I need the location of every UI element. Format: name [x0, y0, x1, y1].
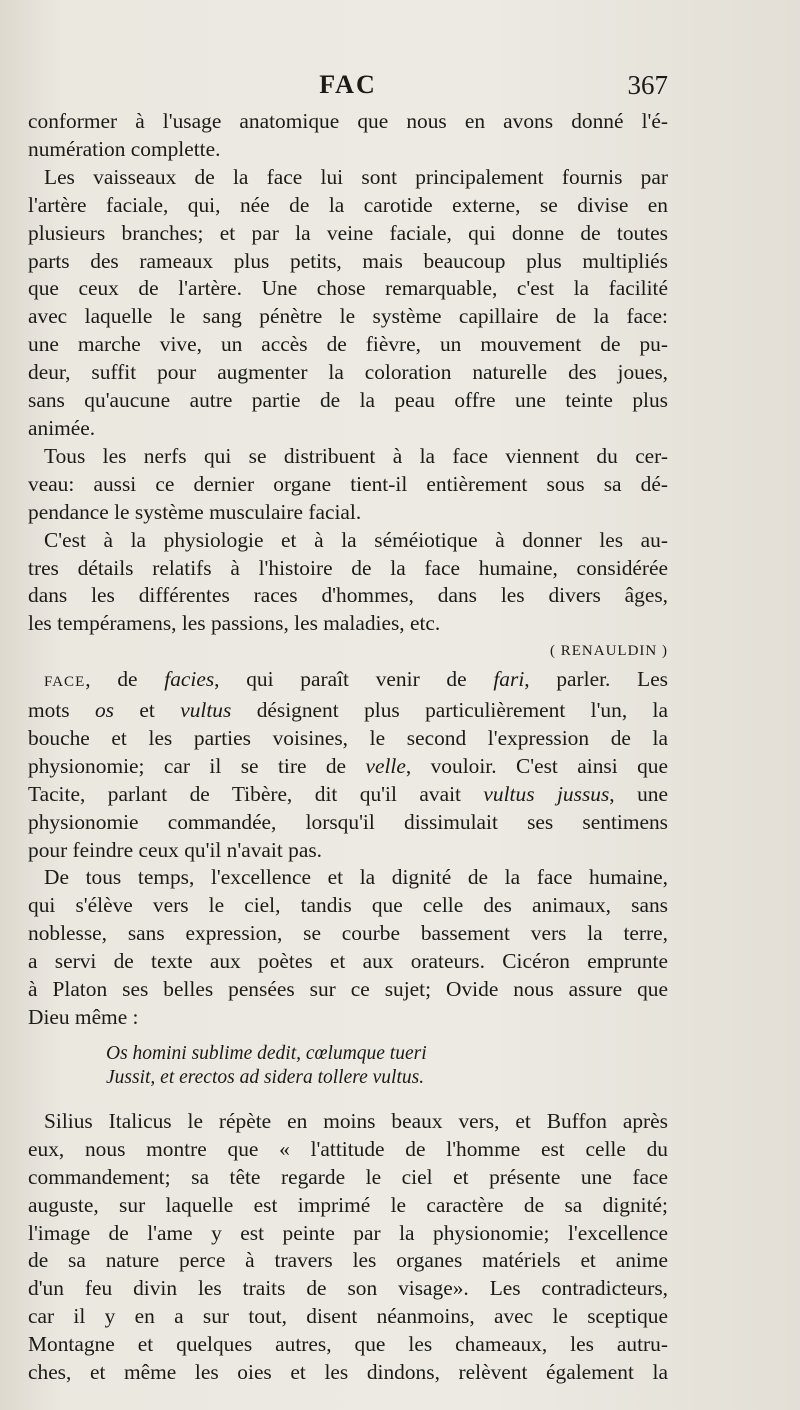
- text-line: Dieu même :: [28, 1005, 139, 1029]
- text-line: commandement; sa tête regarde le ciel et présente une face: [28, 1164, 668, 1189]
- text-line: parts des rameaux plus petits, mais beaucoup plus multipliés: [28, 248, 668, 273]
- latin-term: velle: [365, 753, 406, 778]
- text-line: les tempéramens, les passions, les maladies, etc.: [28, 611, 441, 636]
- entry-text: mots: [28, 698, 95, 723]
- latin-term: vultus jussus: [483, 781, 610, 806]
- latin-term: fari: [493, 667, 525, 692]
- face-entry-line: [28, 781, 668, 809]
- latin-term: os: [94, 698, 115, 723]
- text-line: Silius Italicus le répète en moins beaux vers, et Buffon après: [44, 1108, 668, 1133]
- text-line: deur, suffit pour augmenter la coloration naturelle des joues,: [28, 360, 668, 385]
- running-head: FAC: [319, 70, 377, 99]
- entry-text: physionomie; car il se tire de: [28, 753, 366, 778]
- text-line: qui s'élève vers le ciel, tandis que celle des animaux, sans: [28, 893, 668, 918]
- text-line: à Platon ses belles pensées sur ce sujet; Ovide nous assure que: [28, 977, 668, 1002]
- entry-text: désignent plus particulièrement l'un, la: [231, 698, 668, 723]
- text-line: Les vaisseaux de la face lui sont principalement fournis par: [44, 164, 668, 189]
- text-line: dans les différentes races d'hommes, dans les divers âges,: [28, 583, 668, 608]
- text-line: tres détails relatifs à l'histoire de la face humaine, considérée: [28, 555, 668, 580]
- entry-text: , une: [609, 781, 668, 806]
- face-entry-line: bouche et les parties voisines, le second l'expression de la: [28, 725, 668, 750]
- entry-text: Tacite, parlant de Tibère, dit qu'il avait: [28, 781, 484, 806]
- face-entry-line: physionomie commandée, lorsqu'il dissimulait ses sentimens: [28, 809, 668, 834]
- entry-text: , de: [85, 667, 165, 692]
- text-line: l'image de l'ame y est peinte par la physionomie; l'excellence: [28, 1220, 668, 1245]
- text-line: a servi de texte aux poètes et aux orateurs. Cicéron emprunte: [28, 949, 668, 974]
- text-line: Montagne et quelques autres, que les chameaux, les autru-: [28, 1332, 668, 1357]
- entry-headword: FACE: [44, 674, 86, 691]
- latin-term: facies: [164, 667, 215, 692]
- verse-line: Jussit, et erectos ad sidera tollere vultus.: [106, 1066, 425, 1088]
- verse-line: Os homini sublime dedit, cœlumque tueri: [106, 1042, 427, 1064]
- latin-term: vultus: [180, 698, 232, 723]
- text-line: l'artère faciale, qui, née de la carotide externe, se divise en: [28, 192, 668, 217]
- face-entry-line: pour feindre ceux qu'il n'avait pas.: [28, 837, 323, 862]
- text-line: ches, et même les oies et les dindons, relèvent également la: [28, 1360, 668, 1385]
- text-line: d'un feu divin les traits de son visage». Les contradicteurs,: [28, 1276, 668, 1301]
- text-line: de sa nature perce à travers les organes matériels et anime: [28, 1248, 668, 1273]
- face-entry-line: [28, 666, 668, 697]
- entry-text: , parler. Les: [524, 667, 669, 692]
- text-line: sans qu'aucune autre partie de la peau offre une teinte plus: [28, 388, 668, 413]
- text-line: une marche vive, un accès de fièvre, un mouvement de pu-: [28, 332, 668, 357]
- page-header: [28, 70, 668, 110]
- entry-text: , vouloir. C'est ainsi que: [405, 753, 668, 778]
- text-line: veau: aussi ce dernier organe tient-il entièrement sous sa dé-: [28, 471, 668, 496]
- text-line: que ceux de l'artère. Une chose remarquable, c'est la facilité: [28, 276, 668, 301]
- body-text: [28, 108, 668, 1387]
- face-entry-line: [28, 697, 668, 725]
- text-line: C'est à la physiologie et à la séméiotique à donner les au-: [44, 527, 668, 552]
- text-line: auguste, sur laquelle est imprimé le caractère de sa dignité;: [28, 1192, 668, 1217]
- page-number: 367: [627, 70, 668, 100]
- text-line: plusieurs branches; et par la veine faciale, qui donne de toutes: [28, 220, 668, 245]
- text-line: De tous temps, l'excellence et la dignité de la face humaine,: [44, 865, 668, 890]
- face-entry-line: [28, 753, 668, 781]
- spacer: [28, 1032, 668, 1042]
- spacer: [28, 1090, 668, 1108]
- entry-text: , qui paraît venir de: [214, 667, 494, 692]
- text-line: noblesse, sans expression, se courbe bassement vers la terre,: [28, 921, 668, 946]
- author-signature: ( RENAULDIN ): [550, 643, 668, 660]
- text-line: numération complette.: [28, 136, 221, 161]
- text-line: car il y en a sur tout, disent néanmoins, avec le sceptique: [28, 1304, 668, 1329]
- text-line: avec laquelle le sang pénètre le système capillaire de la face:: [28, 304, 668, 329]
- text-line: Tous les nerfs qui se distribuent à la face viennent du cer-: [44, 443, 668, 468]
- text-line: conformer à l'usage anatomique que nous en avons donné l'é-: [28, 109, 668, 133]
- text-line: animée.: [28, 415, 96, 440]
- text-line: eux, nous montre que « l'attitude de l'homme est celle du: [28, 1136, 668, 1161]
- entry-text: et: [114, 698, 181, 723]
- text-line: pendance le système musculaire facial.: [28, 499, 362, 524]
